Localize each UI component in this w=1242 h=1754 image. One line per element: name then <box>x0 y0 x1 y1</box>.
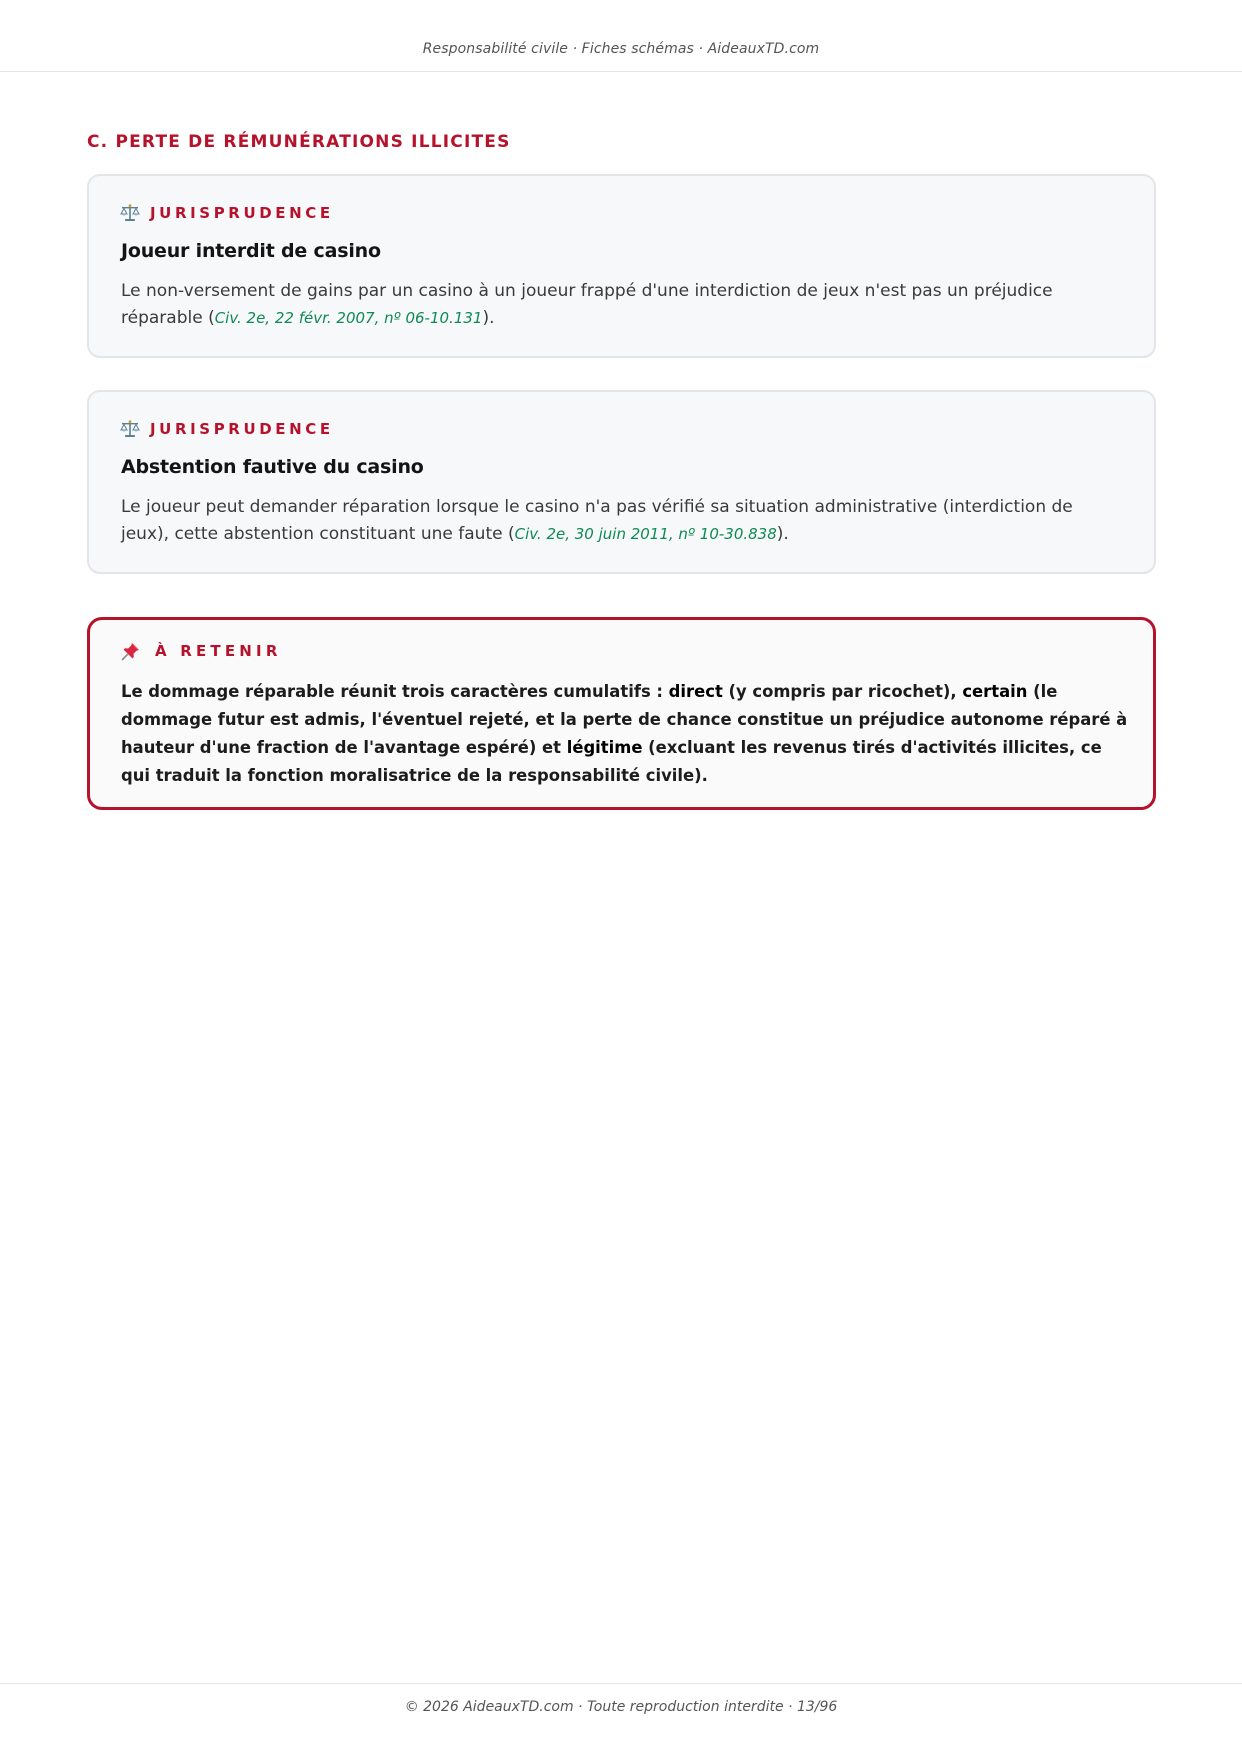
key-takeaway-label: À RETENIR <box>155 642 282 660</box>
takeaway-text-part: (y compris par ricochet), <box>722 682 963 701</box>
card-tag <box>120 204 334 222</box>
page-footer <box>0 1683 1242 1754</box>
takeaway-text-part: Le dommage réparable réunit trois caractères cumulatifs : <box>121 682 669 701</box>
card-title: Joueur interdit de casino <box>121 240 381 262</box>
card-title: Abstention fautive du casino <box>121 456 424 478</box>
pushpin-icon <box>121 641 141 661</box>
page-header <box>0 0 1242 72</box>
card-body-text: Le non-versement de gains par un casino à un joueur frappé d'une interdiction de jeux n'est pas un préjudice réparable ( <box>121 281 1053 328</box>
key-takeaway-box <box>87 617 1156 810</box>
key-takeaway-tag <box>121 641 282 661</box>
header-text: Responsabilité civile · Fiches schémas · AideauxTD.com <box>422 41 820 57</box>
card-body-text-end: ). <box>482 308 495 328</box>
case-citation: Civ. 2e, 22 févr. 2007, nº 06-10.131 <box>214 309 483 327</box>
balance-scale-icon <box>120 420 140 438</box>
card-body <box>121 494 1121 548</box>
card-tag <box>120 420 334 438</box>
section-heading: C. PERTE DE RÉMUNÉRATIONS ILLICITES <box>87 132 511 152</box>
footer-separator: · <box>783 1699 797 1715</box>
card-body <box>121 278 1121 332</box>
takeaway-text-part: (le dommage futur est admis, l'éventuel rejeté, et la perte de chance constitue un préjudice autonome réparé à hauteur d'une fraction de l'avantage espéré) et <box>121 682 1128 757</box>
keyword-certain: certain <box>962 682 1028 701</box>
jurisprudence-card <box>87 174 1156 358</box>
card-tag-label: JURISPRUDENCE <box>150 420 334 438</box>
keyword-legitime: légitime <box>566 738 643 757</box>
case-citation: Civ. 2e, 30 juin 2011, nº 10-30.838 <box>514 525 777 543</box>
card-tag-label: JURISPRUDENCE <box>150 204 334 222</box>
footer-text <box>0 1699 1242 1715</box>
footer-copyright: © 2026 AideauxTD.com · Toute reproduction interdite <box>404 1699 784 1715</box>
card-body-text-end: ). <box>776 524 789 544</box>
takeaway-text-part: (excluant les revenus tirés d'activités illicites, ce qui traduit la fonction moralisatrice de la responsabilité civile). <box>121 738 1102 785</box>
card-body-text: Le joueur peut demander réparation lorsque le casino n'a pas vérifié sa situation administrative (interdiction de jeux), cette abstention constituant une faute ( <box>121 497 1073 544</box>
keyword-direct: direct <box>668 682 723 701</box>
page-number: 13/96 <box>796 1699 838 1715</box>
key-takeaway-text <box>121 678 1131 790</box>
balance-scale-icon <box>120 204 140 222</box>
jurisprudence-card <box>87 390 1156 574</box>
